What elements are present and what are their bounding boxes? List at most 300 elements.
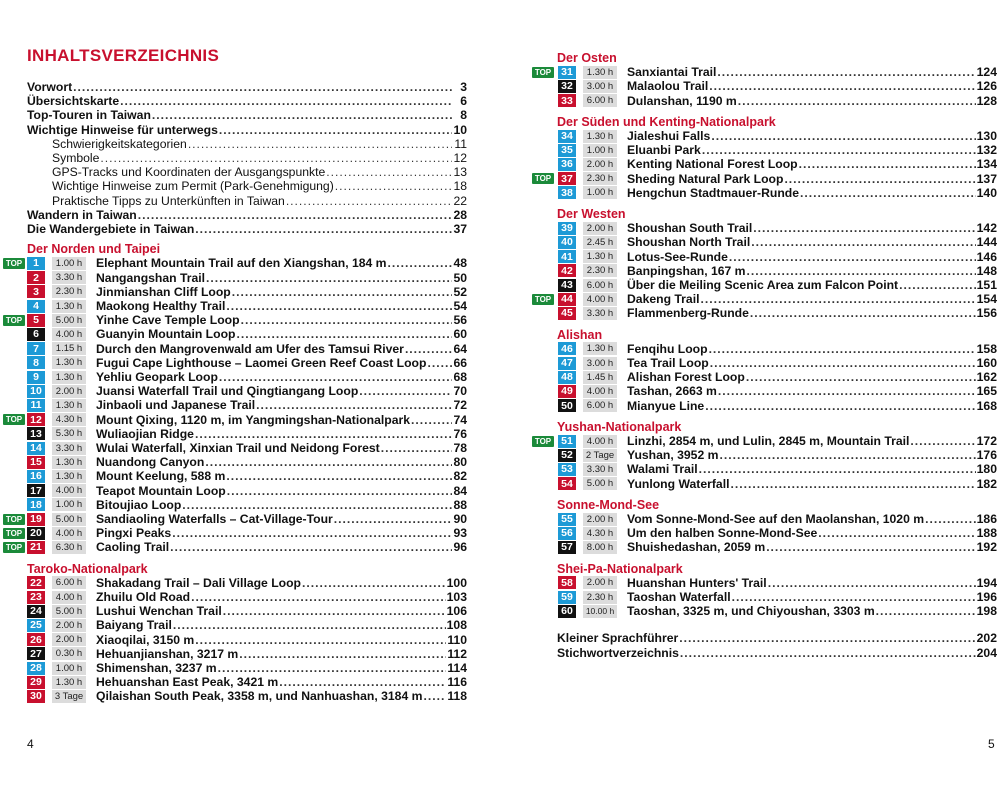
page-ref: 110	[447, 632, 467, 647]
entry-title: Jialeshui Falls	[627, 129, 711, 143]
entry-title: Nuandong Canyon	[96, 455, 205, 470]
entry-title: Pingxi Peaks	[96, 526, 172, 541]
tour-entry[interactable]	[96, 370, 467, 384]
tour-entry[interactable]	[96, 441, 467, 455]
leader-dots	[381, 441, 452, 455]
tour-duration: 1.00 h	[52, 662, 86, 675]
page-ref: 50	[453, 270, 467, 285]
front-entry[interactable]	[27, 123, 467, 137]
entry-title: Top-Touren in Taiwan	[27, 108, 151, 123]
leader-dots	[800, 186, 976, 200]
tour-duration: 5.00 h	[52, 314, 86, 327]
entry-title: Banpingshan, 167 m	[627, 263, 746, 278]
page-ref: 182	[976, 476, 997, 491]
page-ref: 11	[454, 136, 467, 151]
page-ref: 137	[976, 171, 997, 186]
tour-entry[interactable]	[96, 576, 467, 590]
tour-number-badge: 53	[558, 463, 576, 476]
page-ref: 13	[453, 165, 467, 180]
leader-dots	[219, 123, 452, 137]
section-heading: Shei-Pa-Nationalpark	[557, 561, 683, 576]
entry-title: Um den halben Sonne-Mond-See	[627, 526, 818, 541]
entry-title: Bitoujiao Loop	[96, 497, 182, 512]
entry-title: Die Wandergebiete in Taiwan	[27, 222, 195, 236]
leader-dots	[152, 108, 452, 122]
leader-dots	[219, 370, 452, 384]
leader-dots	[411, 413, 452, 427]
entry-title: Juansi Waterfall Trail und Qingtiangang Loop	[96, 384, 359, 399]
tour-entry[interactable]	[627, 278, 997, 292]
page-number-right: 5	[988, 737, 995, 751]
tour-entry[interactable]	[627, 292, 997, 306]
tour-entry[interactable]	[96, 590, 467, 604]
tour-entry[interactable]	[627, 264, 997, 278]
page-ref: 128	[976, 93, 997, 108]
tour-number-badge: 16	[27, 470, 45, 483]
entry-title: Vorwort	[27, 80, 73, 94]
tour-entry[interactable]	[96, 256, 467, 270]
entry-title: Mount Qixing, 1120 m, im Yangmingshan-Nationalpark	[96, 412, 411, 427]
top-tour-badge: TOP	[532, 67, 554, 78]
leader-dots	[709, 79, 975, 93]
page-ref: 204	[976, 645, 997, 660]
front-entry[interactable]	[52, 194, 467, 208]
entry-title: Huanshan Hunters' Trail	[627, 575, 767, 590]
tour-number-badge: 18	[27, 498, 45, 511]
tour-number-badge: 5	[27, 314, 45, 327]
leader-dots	[120, 94, 452, 108]
tour-entry[interactable]	[627, 448, 997, 462]
tour-entry[interactable]	[627, 65, 997, 79]
leader-dots	[326, 165, 452, 179]
tour-number-badge: 44	[558, 293, 576, 306]
tour-entry[interactable]	[96, 285, 467, 299]
tour-number-badge: 15	[27, 456, 45, 469]
section-heading: Taroko-Nationalpark	[27, 561, 148, 576]
tour-number-badge: 4	[27, 300, 45, 313]
page-ref: 148	[976, 263, 997, 278]
page-ref: 8	[460, 108, 467, 123]
tour-entry[interactable]	[96, 299, 467, 313]
leader-dots	[746, 370, 976, 384]
tour-duration: 4.00 h	[52, 328, 86, 341]
tour-entry[interactable]	[627, 477, 997, 491]
entry-title: Malaolou Trail	[627, 79, 709, 94]
page-ref: 188	[976, 526, 997, 541]
leader-dots	[359, 384, 452, 398]
entry-title: Dakeng Trail	[627, 292, 700, 307]
tour-entry[interactable]	[627, 221, 997, 235]
page-ref: 130	[976, 129, 997, 143]
tour-number-badge: 22	[27, 576, 45, 589]
tour-duration: 4.00 h	[52, 484, 86, 497]
top-tour-badge: TOP	[532, 294, 554, 305]
tour-duration: 1.30 h	[583, 342, 617, 355]
tour-duration: 2.30 h	[583, 591, 617, 604]
leader-dots	[427, 356, 452, 370]
page-ref: 66	[453, 355, 467, 370]
leader-dots	[751, 235, 975, 249]
page-ref: 158	[976, 341, 997, 356]
entry-title: GPS-Tracks und Koordinaten der Ausgangspunkte	[52, 165, 326, 180]
entry-title: Wichtige Hinweise für unterwegs	[27, 122, 218, 137]
tour-duration: 1.30 h	[52, 356, 86, 369]
tour-number-badge: 6	[27, 328, 45, 341]
page-ref: 194	[976, 575, 997, 590]
front-entry[interactable]	[27, 222, 467, 236]
leader-dots	[286, 194, 452, 208]
leader-dots	[73, 80, 452, 94]
page-title: INHALTSVERZEICHNIS	[27, 46, 220, 65]
entry-title: Tashan, 2663 m	[627, 384, 717, 399]
entry-title: Hehuanshan East Peak, 3421 m	[96, 675, 279, 690]
tour-entry[interactable]	[96, 398, 467, 412]
tour-entry[interactable]	[627, 94, 997, 108]
leader-dots	[182, 498, 452, 512]
tour-entry[interactable]	[627, 604, 997, 618]
leader-dots	[405, 342, 452, 356]
tour-duration: 1.30 h	[583, 66, 617, 79]
tour-duration: 2.45 h	[583, 236, 617, 249]
entry-title: Yehliu Geopark Loop	[96, 370, 218, 384]
tour-entry[interactable]	[627, 186, 997, 200]
tour-number-badge: 60	[558, 605, 576, 618]
tour-number-badge: 47	[558, 357, 576, 370]
tour-entry[interactable]	[96, 342, 467, 356]
tour-number-badge: 23	[27, 591, 45, 604]
tour-entry[interactable]	[96, 271, 467, 285]
tour-number-badge: 56	[558, 527, 576, 540]
tour-duration: 2.00 h	[52, 633, 86, 646]
tour-number-badge: 24	[27, 605, 45, 618]
page-ref: 82	[453, 469, 467, 484]
tour-duration: 2.30 h	[52, 285, 86, 298]
tour-duration: 5.30 h	[52, 427, 86, 440]
top-tour-badge: TOP	[532, 436, 554, 447]
tour-entry[interactable]	[627, 434, 997, 448]
page-ref: 176	[976, 448, 997, 463]
entry-title: Baiyang Trail	[96, 618, 172, 633]
tour-entry[interactable]	[627, 526, 997, 540]
tour-duration: 1.30 h	[52, 399, 86, 412]
tour-duration: 2.30 h	[583, 172, 617, 185]
page-ref: 196	[976, 590, 997, 604]
tour-entry[interactable]	[627, 79, 997, 93]
right-page	[500, 0, 1000, 800]
page-ref: 74	[453, 412, 467, 427]
front-entry[interactable]	[27, 208, 467, 222]
tour-number-badge: 54	[558, 477, 576, 490]
tour-entry[interactable]	[627, 540, 997, 554]
entry-title: Kenting National Forest Loop	[627, 157, 798, 172]
tour-entry[interactable]	[627, 384, 997, 398]
entry-title: Shuishedashan, 2059 m	[627, 540, 766, 555]
tour-entry[interactable]	[96, 604, 467, 618]
page-ref: 93	[453, 526, 467, 541]
top-tour-badge: TOP	[3, 258, 25, 269]
leader-dots	[226, 469, 452, 483]
page-ref: 60	[453, 327, 467, 342]
front-entry[interactable]	[52, 151, 467, 165]
page-ref: 180	[976, 462, 997, 477]
tour-duration: 2.30 h	[583, 264, 617, 277]
front-entry[interactable]	[27, 108, 467, 122]
tour-entry[interactable]	[96, 633, 467, 647]
tour-entry[interactable]	[96, 469, 467, 483]
tour-duration: 6.00 h	[52, 576, 86, 589]
leader-dots	[711, 129, 975, 143]
tour-duration: 3.30 h	[52, 442, 86, 455]
tour-entry[interactable]	[96, 427, 467, 441]
leader-dots	[232, 285, 452, 299]
front-entry[interactable]	[27, 80, 467, 94]
tour-duration: 2.00 h	[583, 513, 617, 526]
entry-title: Lotus-See-Runde	[627, 249, 728, 264]
leader-dots	[679, 631, 975, 645]
page-ref: 106	[446, 604, 467, 619]
leader-dots	[191, 590, 446, 604]
page-ref: 96	[453, 540, 467, 555]
leader-dots	[910, 434, 975, 448]
entry-title: Übersichtskarte	[27, 94, 120, 109]
leader-dots	[710, 356, 976, 370]
entry-title: Shimenshan, 3237 m	[96, 661, 217, 675]
tour-entry[interactable]	[627, 356, 997, 370]
tour-number-badge: 38	[558, 186, 576, 199]
tour-number-badge: 10	[27, 385, 45, 398]
section-heading: Der Norden und Taipei	[27, 242, 161, 257]
page-ref: 22	[453, 193, 467, 208]
leader-dots	[170, 540, 452, 554]
front-entry[interactable]	[52, 137, 467, 151]
tour-number-badge: 40	[558, 236, 576, 249]
tour-duration: 3 Tage	[52, 690, 86, 703]
entry-title: Shakadang Trail – Dali Village Loop	[96, 575, 301, 590]
leader-dots	[925, 512, 976, 526]
page-ref: 134	[976, 157, 997, 172]
tour-duration: 4.00 h	[52, 527, 86, 540]
leader-dots	[205, 455, 452, 469]
entry-title: Sanxiantai Trail	[627, 65, 717, 80]
tour-duration: 1.30 h	[52, 371, 86, 384]
tour-number-badge: 21	[27, 541, 45, 554]
tour-entry[interactable]	[627, 590, 997, 604]
back-entry[interactable]	[557, 631, 997, 645]
tour-duration: 3.30 h	[52, 271, 86, 284]
tour-duration: 1.30 h	[583, 130, 617, 143]
tour-duration: 0.30 h	[52, 647, 86, 660]
leader-dots	[730, 477, 975, 491]
tour-entry[interactable]	[96, 618, 467, 632]
entry-title: Caoling Trail	[96, 540, 170, 555]
tour-entry[interactable]	[627, 342, 997, 356]
tour-entry[interactable]	[627, 370, 997, 384]
leader-dots	[699, 462, 976, 476]
leader-dots	[173, 618, 446, 632]
tour-entry[interactable]	[96, 512, 467, 526]
tour-entry[interactable]	[96, 384, 467, 398]
tour-entry[interactable]	[96, 661, 467, 675]
page-ref: 78	[453, 441, 467, 455]
page-ref: 126	[976, 79, 997, 94]
entry-title: Stichwortverzeichnis	[557, 645, 679, 660]
tour-entry[interactable]	[627, 172, 997, 186]
leader-dots	[705, 399, 975, 413]
tour-entry[interactable]	[627, 129, 997, 143]
entry-title: Taoshan, 3325 m, und Chiyoushan, 3303 m	[627, 604, 875, 619]
tour-entry[interactable]	[96, 356, 467, 370]
leader-dots	[818, 526, 975, 540]
tour-entry[interactable]	[627, 235, 997, 249]
page-ref: 68	[453, 370, 467, 384]
front-entry[interactable]	[52, 165, 467, 179]
tour-entry[interactable]	[627, 143, 997, 157]
entry-title: Kleiner Sprachführer	[557, 631, 679, 646]
entry-title: Yushan, 3952 m	[627, 448, 719, 463]
entry-title: Zhuilu Old Road	[96, 590, 191, 604]
tour-number-badge: 35	[558, 144, 576, 157]
front-entry[interactable]	[27, 94, 467, 108]
page-ref: 162	[976, 370, 997, 385]
tour-number-badge: 49	[558, 385, 576, 398]
tour-duration: 1.30 h	[583, 250, 617, 263]
page-ref: 202	[976, 631, 997, 646]
tour-duration: 4.00 h	[583, 435, 617, 448]
tour-number-badge: 45	[558, 307, 576, 320]
tour-duration: 2.00 h	[52, 619, 86, 632]
tour-duration: 4.00 h	[583, 293, 617, 306]
entry-title: Teapot Mountain Loop	[96, 483, 226, 498]
page-ref: 192	[976, 540, 997, 555]
tour-entry[interactable]	[627, 462, 997, 476]
leader-dots	[738, 94, 976, 108]
page-ref: 146	[976, 249, 997, 264]
entry-title: Nangangshan Trail	[96, 270, 206, 285]
tour-duration: 1.00 h	[52, 498, 86, 511]
leader-dots	[241, 313, 452, 327]
tour-number-badge: 59	[558, 591, 576, 604]
tour-entry[interactable]	[96, 413, 467, 427]
page-ref: 84	[453, 483, 467, 498]
top-tour-badge: TOP	[3, 542, 25, 553]
entry-title: Maokong Healthy Trail	[96, 299, 226, 313]
leader-dots	[702, 143, 976, 157]
leader-dots	[766, 540, 975, 554]
tour-entry[interactable]	[627, 399, 997, 413]
tour-duration: 1.00 h	[583, 186, 617, 199]
tour-number-badge: 36	[558, 158, 576, 171]
tour-number-badge: 1	[27, 257, 45, 270]
section-heading: Sonne-Mond-See	[557, 497, 660, 512]
entry-title: Mount Keelung, 588 m	[96, 469, 226, 484]
section-heading: Der Osten	[557, 51, 617, 65]
page-ref: 172	[976, 434, 997, 448]
leader-dots	[899, 278, 976, 292]
tour-entry[interactable]	[96, 689, 467, 703]
tour-duration: 1.00 h	[583, 144, 617, 157]
entry-title: Shoushan South Trail	[627, 221, 753, 236]
leader-dots	[729, 250, 976, 264]
page-ref: 64	[453, 341, 467, 356]
tour-number-badge: 30	[27, 690, 45, 703]
section-heading: Der Westen	[557, 207, 626, 221]
page-ref: 116	[447, 675, 467, 690]
tour-entry[interactable]	[627, 576, 997, 590]
page-ref: 10	[453, 122, 467, 137]
tour-number-badge: 58	[558, 576, 576, 589]
back-entry[interactable]	[557, 646, 997, 660]
entry-title: Fenqihu Loop	[627, 341, 708, 356]
tour-duration: 2.00 h	[52, 385, 86, 398]
tour-number-badge: 42	[558, 264, 576, 277]
leader-dots	[279, 675, 446, 689]
front-entry[interactable]	[52, 179, 467, 193]
leader-dots	[226, 299, 452, 313]
entry-title: Mianyue Line	[627, 398, 705, 413]
tour-entry[interactable]	[96, 327, 467, 341]
leader-dots	[223, 604, 446, 618]
entry-title: Über die Meiling Scenic Area zum Falcon Point	[627, 278, 899, 292]
page-ref: 142	[976, 221, 997, 236]
entry-title: Lushui Wenchan Trail	[96, 604, 222, 619]
page-ref: 165	[976, 384, 997, 399]
tour-number-badge: 57	[558, 541, 576, 554]
tour-entry[interactable]	[627, 512, 997, 526]
entry-title: Elephant Mountain Trail auf den Xiangshan, 184 m	[96, 256, 387, 271]
page-ref: 160	[976, 356, 997, 370]
tour-entry[interactable]	[96, 526, 467, 540]
tour-entry[interactable]	[96, 647, 467, 661]
section-heading: Der Süden und Kenting-Nationalpark	[557, 114, 776, 129]
entry-title: Flammenberg-Runde	[627, 306, 749, 321]
top-tour-badge: TOP	[532, 173, 554, 184]
tour-duration: 5.00 h	[583, 477, 617, 490]
entry-title: Schwierigkeitskategorien	[52, 136, 187, 151]
tour-duration: 6.00 h	[583, 94, 617, 107]
tour-number-badge: 13	[27, 427, 45, 440]
tour-entry[interactable]	[627, 306, 997, 320]
entry-title: Wulai Waterfall, Xinxian Trail und Neidong Forest	[96, 441, 380, 455]
leader-dots	[195, 222, 452, 236]
tour-entry[interactable]	[96, 675, 467, 689]
tour-number-badge: 26	[27, 633, 45, 646]
leader-dots	[138, 208, 452, 222]
page-ref: 52	[453, 284, 467, 299]
leader-dots	[799, 157, 976, 171]
leader-dots	[218, 661, 447, 675]
top-tour-badge: TOP	[3, 315, 25, 326]
page-ref: 108	[446, 618, 467, 633]
tour-entry[interactable]	[96, 455, 467, 469]
tour-entry[interactable]	[627, 157, 997, 171]
leader-dots	[680, 646, 976, 660]
entry-title: Wandern in Taiwan	[27, 207, 137, 222]
tour-entry[interactable]	[96, 484, 467, 498]
tour-entry[interactable]	[96, 498, 467, 512]
tour-entry[interactable]	[96, 313, 467, 327]
leader-dots	[236, 327, 452, 341]
tour-duration: 4.30 h	[52, 413, 86, 426]
entry-title: Durch den Mangrovenwald am Ufer des Tamsui River	[96, 341, 404, 356]
leader-dots	[719, 448, 975, 462]
tour-entry[interactable]	[627, 250, 997, 264]
tour-number-badge: 3	[27, 285, 45, 298]
tour-entry[interactable]	[96, 540, 467, 554]
leader-dots	[334, 512, 452, 526]
tour-duration: 1.15 h	[52, 342, 86, 355]
tour-number-badge: 12	[27, 413, 45, 426]
page-ref: 151	[976, 278, 997, 292]
